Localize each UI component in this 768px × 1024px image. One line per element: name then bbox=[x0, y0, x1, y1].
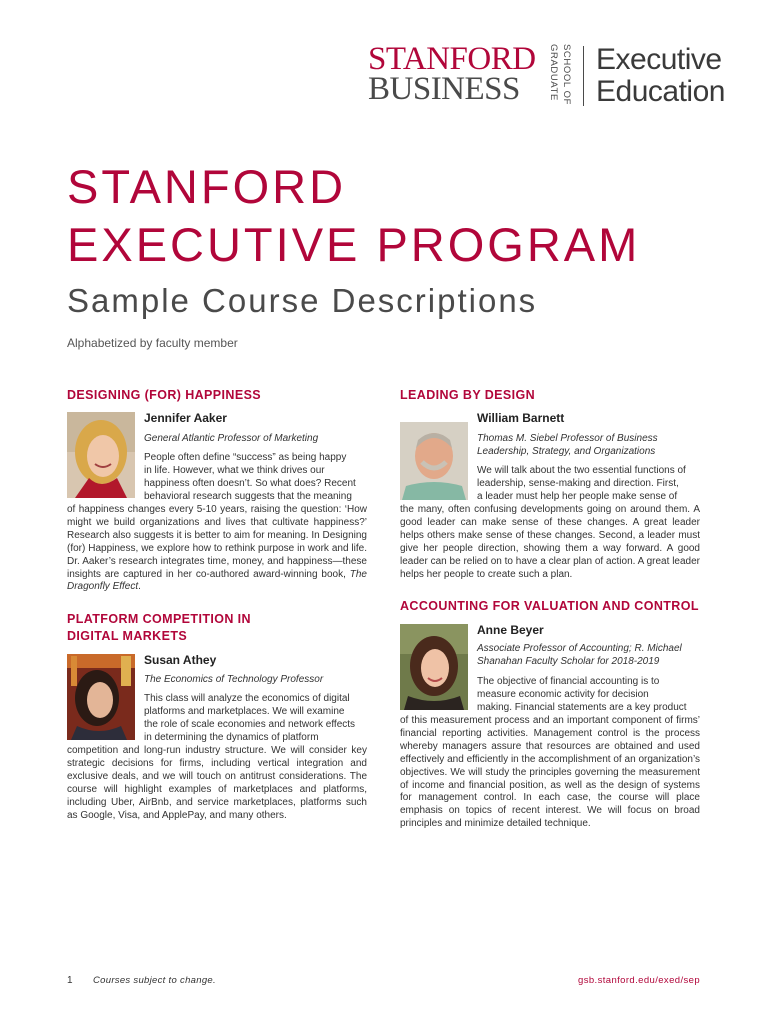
course-leading-by-design bbox=[400, 387, 700, 587]
course-description-intro: People often define “success” as being happy in life. However, what we think drives our happiness often doesn’t. So what does? Recent behavioral research suggests that the meaning bbox=[144, 452, 356, 502]
faculty-photo-beyer bbox=[400, 624, 468, 710]
faculty-title: The Economics of Technology Professor bbox=[144, 674, 324, 685]
logo-graduate-school bbox=[548, 44, 578, 106]
logo-business: BUSINESS bbox=[368, 71, 520, 107]
course-description-intro: We will talk about the two essential functions of leadership, sense-making and direction. First, a leader must help her people make sense of bbox=[477, 465, 686, 502]
logo-divider bbox=[583, 46, 584, 106]
course-heading: DESIGNING (FOR) HAPPINESS bbox=[67, 388, 262, 402]
logo-executive-education bbox=[596, 44, 725, 108]
course-accounting-valuation bbox=[400, 598, 700, 848]
faculty-photo-barnett bbox=[400, 422, 468, 500]
logo-graduate: GRADUATE bbox=[548, 44, 559, 101]
faculty-photo-aaker bbox=[67, 412, 135, 498]
course-description: competition and long-run industry structure. We will consider key strategic decisions for firms, including vertical integration and exclusive deals, and we will touch on antitrust considerations. The course will highlight examples of marketplaces and platforms, including Uber, AirBnb, and service marketplaces, platforms such as Google, Visa, and ApplePay, and many others. bbox=[67, 745, 367, 821]
faculty-name: Anne Beyer bbox=[477, 623, 544, 637]
logo-school-of: SCHOOL OF bbox=[561, 44, 572, 105]
alphabetized-note: Alphabetized by faculty member bbox=[67, 336, 238, 350]
stanford-gsb-logo bbox=[368, 41, 728, 108]
faculty-name: William Barnett bbox=[477, 411, 565, 425]
course-heading: LEADING BY DESIGN bbox=[400, 388, 536, 402]
logo-education: Education bbox=[596, 75, 725, 108]
course-heading: PLATFORM COMPETITION IN DIGITAL MARKETS bbox=[67, 612, 251, 643]
course-heading: ACCOUNTING FOR VALUATION AND CONTROL bbox=[400, 599, 699, 613]
faculty-title: Thomas M. Siebel Professor of Business Leadership, Strategy, and Organizations bbox=[477, 433, 658, 457]
course-platform-competition bbox=[67, 611, 367, 841]
logo-stanford: STANFORD bbox=[368, 41, 536, 77]
footer-note: Courses subject to change. bbox=[93, 975, 216, 986]
logo-wordmark bbox=[368, 41, 536, 107]
course-description: of this measurement process and an important component of firms’ financial reporting activities. Management control is the process whereby managers assure that resources are obtained and used effectively and efficiently in the accomplishment of an organization’s objectives. We will study the principles governing the measurement of income and financial position, as well as the design of systems for management control. In each case, the course will place emphasis on topics of recent interest. We will focus on broad principles and minimize detailed technique. bbox=[400, 715, 700, 830]
page-title bbox=[67, 158, 640, 274]
course-designing-happiness bbox=[67, 387, 367, 597]
faculty-title: Associate Professor of Accounting; R. Michael Shanahan Faculty Scholar for 2018-2019 bbox=[477, 643, 682, 667]
book-title: The Dragonfly Effect bbox=[67, 568, 367, 593]
page-title-line1: STANFORD bbox=[67, 160, 347, 213]
page-title-line2: EXECUTIVE PROGRAM bbox=[67, 218, 641, 271]
course-description: of happiness changes every 5-10 years, raising the question: ‘How might we build organizations and lives that cultivate happiness?’ Research also suggests it is better to aim for meaning. In Designing (for) Happiness, we explore how to rethink purpose in work and life. Dr. Aaker’s research integrates time, money, and happiness—these insights are captured in her co-authored award-winning book, The Dragonfly Effect. bbox=[67, 504, 367, 593]
faculty-name: Jennifer Aaker bbox=[144, 411, 227, 425]
faculty-photo-athey bbox=[67, 654, 135, 740]
course-description-intro: The objective of financial accounting is to measure economic activity for decision making. Financial statements are a key product bbox=[477, 676, 687, 713]
faculty-title: General Atlantic Professor of Marketing bbox=[144, 433, 319, 444]
logo-executive: Executive bbox=[596, 43, 722, 76]
page-subtitle: Sample Course Descriptions bbox=[67, 282, 538, 319]
course-description: the many, often confusing developments going on around them. A good leader can make sense of these changes. A great leader helps others make sense of these changes. Second, a leader must give her people direction, showing them a way forward. A good leader can be relied on to have a clear plan of action. A great leader helps her people to create such a plan. bbox=[400, 504, 700, 580]
course-description-intro: This class will analyze the economics of digital platforms and marketplaces. We will examine the role of scale economies and network effects in determining the dynamics of platform bbox=[144, 693, 356, 743]
faculty-name: Susan Athey bbox=[144, 653, 217, 667]
page-number: 1 bbox=[67, 975, 73, 986]
footer-url-link[interactable]: gsb.stanford.edu/exed/sep bbox=[578, 975, 700, 986]
